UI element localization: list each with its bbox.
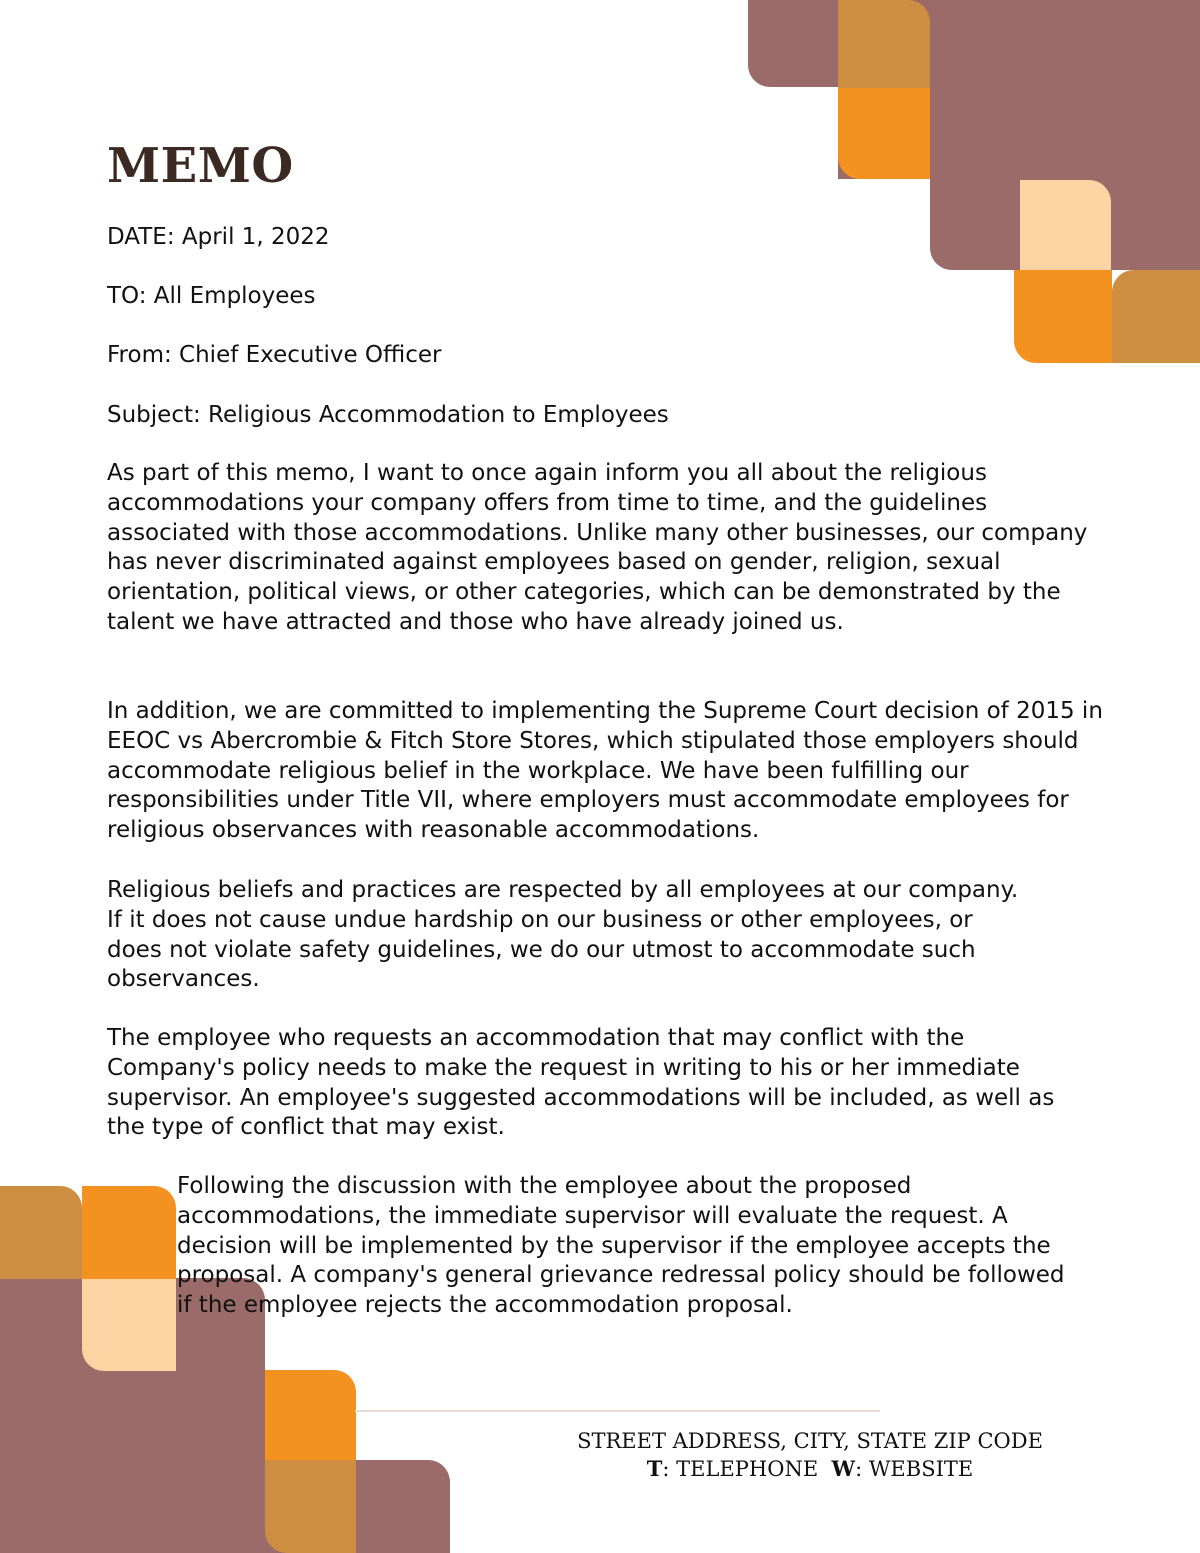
bottom-left-peach-block bbox=[82, 1279, 176, 1371]
website-label: W bbox=[831, 1456, 856, 1481]
body-paragraph-4: The employee who requests an accommodation that may conflict with the Company's policy needs to make the request in writing to his or her immediate supervisor. An employee's suggested accommodations will be included, as well as the type of conflict that may exist. bbox=[107, 1025, 1055, 1141]
bottom-left-orange-block-2 bbox=[265, 1370, 356, 1461]
bottom-left-orange-block-1 bbox=[82, 1186, 176, 1279]
bottom-left-tan-block-2 bbox=[265, 1460, 356, 1553]
footer-divider bbox=[355, 1410, 880, 1412]
memo-title: MEMO bbox=[107, 138, 294, 194]
website-value: : WEBSITE bbox=[855, 1457, 974, 1481]
footer-address: STREET ADDRESS, CITY, STATE ZIP CODE bbox=[577, 1429, 1043, 1453]
memo-date: DATE: April 1, 2022 bbox=[107, 224, 330, 250]
footer-contact bbox=[520, 1455, 1100, 1483]
body-paragraph-5: Following the discussion with the employee about the proposed accommodations, the immediate supervisor will evaluate the request. A decision will be implemented by the supervisor if the employee accepts the proposal. A company's general grievance redressal policy should be followed if the employee rejects the accommodation proposal. bbox=[177, 1173, 1065, 1319]
top-right-tan-block-2 bbox=[1112, 270, 1200, 363]
memo-subject: Subject: Religious Accommodation to Employees bbox=[107, 402, 669, 428]
telephone-label: T bbox=[646, 1456, 663, 1481]
top-right-orange-block-2 bbox=[1014, 270, 1112, 363]
top-right-peach-block bbox=[1020, 180, 1111, 270]
top-right-tan-block bbox=[838, 0, 930, 88]
memo-from: From: Chief Executive Officer bbox=[107, 342, 442, 368]
top-right-orange-block bbox=[838, 88, 930, 179]
memo-to: TO: All Employees bbox=[107, 283, 316, 309]
body-paragraph-3: Religious beliefs and practices are respected by all employees at our company. If it does not cause undue hardship on our business or other employees, or does not violate safety guidelines, we do our utmost to accommodate such observances. bbox=[107, 877, 1019, 993]
telephone-value: : TELEPHONE bbox=[662, 1457, 832, 1481]
body-paragraph-2: In addition, we are committed to implementing the Supreme Court decision of 2015 in EEOC vs Abercrombie & Fitch Store Stores, which stipulated those employers should accommodate religious belief in the workplace. We have been fulfilling our responsibilities under Title VII, where employers must accommodate employees for religious observances with reasonable accommodations. bbox=[107, 698, 1103, 844]
body-paragraph-1: As part of this memo, I want to once again inform you all about the religious accommodations your company offers from time to time, and the guidelines associated with those accommodations. Unlike many other businesses, our company has never discriminated against employees based on gender, religion, sexual orientation, political views, or other categories, which can be demonstrated by the talent we have attracted and those who have already joined us. bbox=[107, 460, 1088, 635]
bottom-left-tan-block-1 bbox=[0, 1186, 82, 1279]
